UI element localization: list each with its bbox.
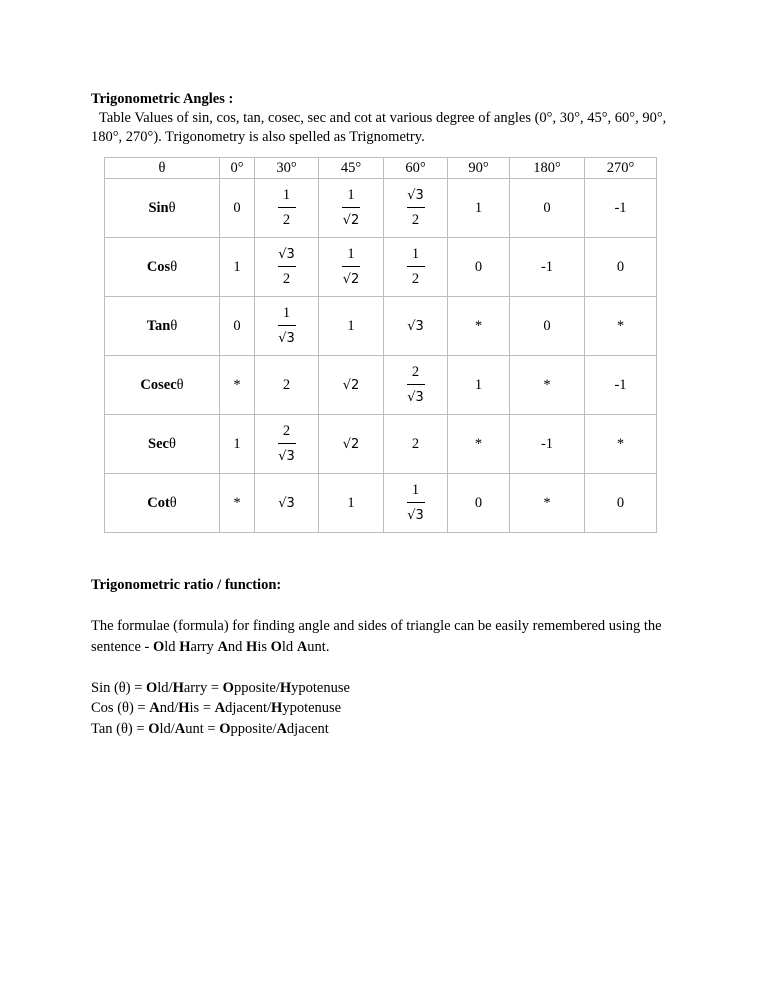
formula-text: djacent	[286, 720, 329, 737]
header-angle: 30°	[255, 158, 319, 179]
theta-symbol: θ	[170, 317, 178, 334]
value-cell	[384, 238, 448, 297]
fraction	[342, 187, 360, 229]
formula-letter: H	[172, 679, 184, 696]
function-name	[105, 474, 220, 533]
mnemonic-letter: O	[270, 638, 282, 655]
cell-value: 2	[282, 376, 291, 393]
mnemonic-text: ld	[164, 638, 180, 655]
formula-text: ypotenuse	[291, 679, 350, 696]
formula-line	[91, 678, 691, 699]
formula-letter: O	[219, 720, 231, 737]
value-cell	[384, 179, 448, 238]
fraction	[278, 187, 296, 229]
cell-value: *	[474, 435, 483, 452]
mnemonic-letter: A	[217, 638, 228, 655]
mnemonic-letter: H	[179, 638, 191, 655]
table-row	[105, 238, 657, 297]
theta-symbol: θ	[170, 258, 178, 275]
fraction	[278, 246, 296, 288]
formula-text: is =	[189, 700, 215, 716]
denominator: √3	[407, 390, 424, 405]
cell-value: 0	[543, 317, 551, 334]
fraction	[278, 305, 296, 347]
formula-text: Cos (θ) =	[91, 700, 150, 716]
fraction-bar	[407, 207, 425, 208]
mnemonic-paragraph	[91, 616, 691, 657]
value-cell	[220, 297, 255, 356]
cell-value: 2	[411, 435, 420, 452]
fraction	[342, 246, 360, 288]
formula-line	[91, 698, 691, 719]
formula-text: nd/	[159, 700, 179, 716]
formula-letter: A	[276, 720, 287, 737]
value-cell	[585, 297, 657, 356]
denominator: 2	[282, 271, 291, 287]
value-cell	[220, 474, 255, 533]
header-angle: 270°	[585, 158, 657, 179]
header-angle: 0°	[220, 158, 255, 179]
denominator: 2	[282, 212, 291, 228]
formula-letter: A	[149, 700, 160, 716]
denominator: √2	[342, 272, 360, 287]
denominator: √3	[278, 449, 295, 464]
value-cell	[510, 179, 585, 238]
ratio-section	[91, 575, 691, 739]
value-cell	[510, 474, 585, 533]
cell-value: 0	[616, 258, 625, 275]
value-cell	[319, 297, 384, 356]
value-cell	[255, 297, 319, 356]
header-angle: 45°	[319, 158, 384, 179]
value-cell	[319, 238, 384, 297]
value-cell	[510, 297, 585, 356]
cell-value: √3	[407, 318, 424, 334]
value-cell	[255, 179, 319, 238]
fraction-bar	[278, 207, 296, 208]
cell-value: 0	[543, 199, 551, 216]
denominator: √3	[407, 508, 424, 523]
formula-text: pposite/	[233, 679, 280, 696]
value-cell	[255, 356, 319, 415]
table-row	[105, 474, 657, 533]
formula-letter: A	[214, 700, 226, 716]
mnemonic-text: nd	[227, 638, 247, 655]
numerator: √3	[278, 247, 295, 262]
document-intro	[91, 90, 681, 147]
page-title: Trigonometric Angles :	[91, 91, 234, 107]
numerator: 1	[282, 305, 291, 321]
value-cell	[448, 238, 510, 297]
header-theta: θ	[105, 158, 220, 179]
formula-list	[91, 678, 691, 740]
function-label: Tan	[146, 317, 171, 334]
cell-value: 0	[233, 199, 241, 216]
cell-value: *	[616, 435, 625, 452]
formula-letter: H	[271, 700, 283, 716]
value-cell	[384, 415, 448, 474]
function-label: Cot	[147, 494, 170, 511]
numerator: 1	[347, 187, 355, 203]
value-cell	[448, 297, 510, 356]
fraction	[407, 364, 425, 406]
denominator: √3	[278, 331, 295, 346]
mnemonic-letter: H	[246, 638, 258, 655]
formula-letter: H	[178, 700, 190, 716]
mnemonic-text: unt.	[307, 638, 330, 655]
formula-letter: O	[146, 679, 158, 696]
cell-value: -1	[614, 376, 627, 393]
formula-text: Tan (θ) =	[91, 720, 149, 737]
value-cell	[585, 179, 657, 238]
cell-value: *	[543, 494, 551, 511]
value-cell	[448, 474, 510, 533]
fraction	[407, 187, 425, 229]
value-cell	[319, 415, 384, 474]
theta-symbol: θ	[176, 376, 184, 393]
table-row	[105, 297, 657, 356]
cell-value: 0	[233, 317, 241, 334]
value-cell	[384, 474, 448, 533]
numerator: 1	[282, 187, 291, 203]
cell-value: -1	[540, 258, 554, 275]
function-name	[105, 179, 220, 238]
function-label: Sec	[148, 435, 169, 452]
value-cell	[448, 356, 510, 415]
value-cell	[255, 415, 319, 474]
value-cell	[384, 356, 448, 415]
cell-value: 0	[616, 494, 625, 511]
theta-symbol: θ	[168, 199, 176, 216]
function-label: Sin	[148, 199, 169, 216]
value-cell	[585, 356, 657, 415]
fraction-bar	[278, 443, 296, 444]
fraction	[278, 423, 296, 465]
function-label: Cosec	[140, 376, 177, 393]
value-cell	[510, 238, 585, 297]
fraction	[407, 246, 425, 288]
cell-value: √3	[278, 495, 295, 511]
denominator: 2	[411, 271, 420, 287]
fraction-bar	[342, 266, 360, 267]
formula-text: ypotenuse	[282, 700, 342, 716]
value-cell	[319, 474, 384, 533]
value-cell	[319, 356, 384, 415]
value-cell	[585, 474, 657, 533]
cell-value: √2	[342, 377, 360, 393]
value-cell	[255, 474, 319, 533]
theta-symbol: θ	[168, 435, 176, 452]
formula-letter: A	[174, 720, 186, 737]
intro-paragraph: Table Values of sin, cos, tan, cosec, sec and cot at various degree of angles (0°, 30°, 45°, 60°, 90°, 180°, 270°). Trigonometry is also spelled as Trignometry.	[91, 110, 667, 145]
value-cell	[255, 238, 319, 297]
mnemonic-letter: O	[153, 638, 165, 655]
formula-letter: O	[222, 679, 234, 696]
value-cell	[585, 415, 657, 474]
section-heading: Trigonometric ratio / function:	[91, 577, 282, 593]
cell-value: 1	[474, 199, 483, 216]
value-cell	[220, 238, 255, 297]
denominator: 2	[411, 212, 420, 228]
denominator: √2	[342, 213, 360, 228]
header-angle: 180°	[510, 158, 585, 179]
function-name	[105, 297, 220, 356]
cell-value: 0	[474, 494, 483, 511]
cell-value: 1	[474, 376, 483, 393]
cell-value: 1	[233, 258, 241, 275]
fraction-bar	[278, 266, 296, 267]
formula-text: unt =	[185, 720, 220, 737]
numerator: √3	[407, 188, 424, 203]
formula-text: ld/	[157, 679, 173, 696]
cell-value: 1	[233, 435, 241, 452]
value-cell	[220, 179, 255, 238]
cell-value: √2	[342, 436, 360, 452]
cell-value: *	[474, 317, 483, 334]
function-name	[105, 356, 220, 415]
mnemonic-text: is	[257, 638, 271, 655]
cell-value: -1	[540, 435, 554, 452]
header-angle: 60°	[384, 158, 448, 179]
value-cell	[510, 415, 585, 474]
mnemonic-letter: A	[296, 638, 308, 655]
trig-values-table	[104, 157, 657, 533]
formula-text: Sin (θ) =	[91, 679, 146, 696]
function-name	[105, 238, 220, 297]
header-angle: 90°	[448, 158, 510, 179]
value-cell	[220, 415, 255, 474]
cell-value: *	[616, 317, 625, 334]
fraction-bar	[342, 207, 360, 208]
fraction-bar	[407, 266, 425, 267]
value-cell	[448, 415, 510, 474]
formula-letter: O	[148, 720, 160, 737]
formula-text: pposite/	[230, 720, 277, 737]
value-cell	[585, 238, 657, 297]
function-name	[105, 415, 220, 474]
formula-text: arry =	[183, 679, 223, 696]
theta-symbol: θ	[169, 494, 177, 511]
formula-text: djacent/	[225, 700, 272, 716]
value-cell	[319, 179, 384, 238]
table-row	[105, 415, 657, 474]
mnemonic-text: ld	[281, 638, 297, 655]
fraction-bar	[407, 502, 425, 503]
mnemonic-text: The formulae (formula) for finding angle and sides of triangle can be easily remembered using the sentence -	[91, 618, 662, 655]
numerator: 2	[282, 423, 291, 439]
cell-value: *	[233, 494, 241, 511]
value-cell	[220, 356, 255, 415]
value-cell	[510, 356, 585, 415]
function-label: Cos	[146, 258, 171, 275]
cell-value: 1	[347, 317, 355, 334]
cell-value: 0	[474, 258, 483, 275]
cell-value: *	[233, 376, 241, 393]
table-row	[105, 356, 657, 415]
formula-text: ld/	[159, 720, 175, 737]
numerator: 2	[411, 364, 420, 380]
formula-line	[91, 719, 691, 740]
cell-value: *	[543, 376, 551, 393]
table-row	[105, 179, 657, 238]
numerator: 1	[411, 246, 420, 262]
fraction-bar	[407, 384, 425, 385]
fraction-bar	[278, 325, 296, 326]
cell-value: 1	[347, 494, 355, 511]
numerator: 1	[347, 246, 355, 262]
numerator: 1	[411, 482, 420, 498]
table-header-row	[105, 158, 657, 179]
formula-letter: H	[279, 679, 292, 696]
value-cell	[448, 179, 510, 238]
value-cell	[384, 297, 448, 356]
fraction	[407, 482, 425, 524]
mnemonic-text: arry	[190, 638, 218, 655]
cell-value: -1	[614, 199, 627, 216]
